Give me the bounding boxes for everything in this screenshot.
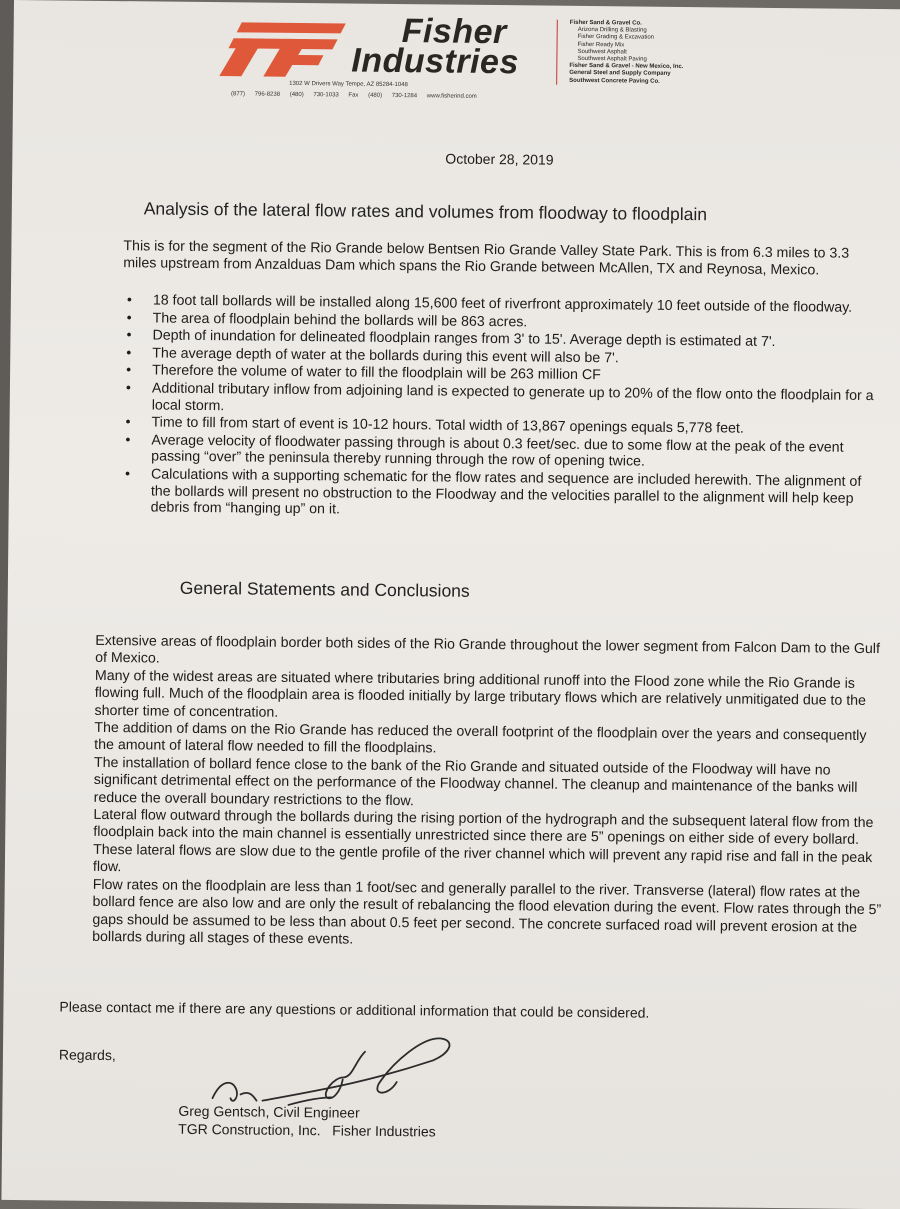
- affiliates-list: [556, 20, 770, 87]
- signer-company: TGR Construction, Inc. Fisher Industries: [178, 1120, 436, 1140]
- letter-date: October 28, 2019: [445, 150, 554, 168]
- affiliate-item: Fisher Sand & Gravel Co.: [569, 19, 642, 27]
- company-address: 1302 W Drivers Way Tempe, AZ 85284-1048: [289, 80, 408, 89]
- website: www.fisherind.com: [426, 93, 477, 100]
- phone-1: (877) 796-8238: [230, 91, 281, 98]
- fisher-logo-icon: [219, 20, 348, 77]
- conclusion-paragraph: Extensive areas of floodplain border both sides of the Rio Grande throughout the lower segment from Falcon Dam to the Gulf of Mexico.: [95, 632, 881, 667]
- section-title: General Statements and Conclusions: [179, 577, 470, 601]
- list-item: • Therefore the volume of water to fill the floodplain will be 263 million CF: [122, 363, 882, 388]
- intro-paragraph: This is for the segment of the Rio Grande below Bentsen Rio Grande Valley State Park. This is from 6.3 miles to 3.3 miles upstream from Anzalduas Dam which spans the Rio Grande between McAllen, TX and Reynosa, Mexico.: [123, 238, 850, 279]
- list-item: • Average velocity of floodwater passing through is about 0.3 feet/sec. due to some flow at the peak of the event passing “over” the peninsula thereby running through the row of opening twice.: [121, 432, 881, 473]
- list-item: • Time to fill from start of event is 10-12 hours. Total width of 13,867 openings equals 5,778 feet.: [121, 414, 881, 439]
- closing-regards: Regards,: [58, 1046, 116, 1064]
- affiliate-item: Fisher Sand & Gravel - New Mexico, Inc.: [569, 63, 684, 71]
- affiliate-item: General Steel and Supply Company: [569, 70, 671, 78]
- list-item: • Depth of inundation for delineated floodplain ranges from 3' to 15'. Average depth is estimated at 7'.: [122, 327, 882, 352]
- affiliate-item: Southwest Asphalt: [577, 48, 627, 56]
- affiliate-item: Southwest Concrete Paving Co.: [569, 77, 660, 85]
- document-title: Analysis of the lateral flow rates and volumes from floodway to floodplain: [143, 198, 708, 225]
- affiliate-item: Southwest Asphalt Paving: [577, 55, 647, 63]
- conclusion-paragraph: Flow rates on the floodplain are less than 1 foot/sec and generally parallel to the river. Transverse (lateral) flow rates at the bollard fence are also low and are only the result of rebalancing the flood elevation during the event. Flow rates through the 5” gaps should be assumed to be less than about 0.5 feet per second. The concrete surfaced road will prevent erosion at the bollards during all stages of these events.: [92, 876, 882, 948]
- signature-block: [178, 1102, 436, 1141]
- affiliate-item: Fisher Ready Mix: [577, 41, 625, 49]
- signer-name: Greg Gentsch, Civil Engineer: [178, 1102, 360, 1121]
- letter-page: [1, 0, 900, 1209]
- phone-2: (480) 730-1033: [289, 91, 339, 99]
- conclusion-paragraph: The addition of dams on the Rio Grande has reduced the overall footprint of the floodplain over the years and consequently the amount of lateral flow needed to fill the floodplains.: [94, 719, 867, 757]
- list-item: • The average depth of water at the bollards during this event will also be 7'.: [122, 345, 882, 370]
- fax: Fax (480) 730-1284: [348, 92, 418, 100]
- company-name: Fisher Industries: [351, 12, 520, 82]
- company-contacts: [231, 91, 477, 100]
- affiliate-item: Arizona Drilling & Blasting: [577, 27, 647, 34]
- conclusion-paragraph: The installation of bollard fence close to the bank of the Rio Grande and situated outside of the Floodway will have no significant detrimental effect on the performance of the Floodway channel. The cleanup and maintenance of the banks will reduce the overall boundary restrictions to the flow.: [93, 754, 858, 809]
- list-item: • Additional tributary inflow from adjoining land is expected to generate up to 20% of the flow onto the floodplain for a local storm.: [122, 380, 882, 421]
- conclusions-body: [92, 633, 885, 955]
- closing-request: Please contact me if there are any questions or additional information that could be considered.: [59, 998, 650, 1021]
- list-item: • 18 foot tall bollards will be installed along 15,600 feet of riverfront approximately 10 feet outside of the floodway.: [123, 292, 883, 317]
- findings-list: [121, 292, 883, 525]
- conclusion-paragraph: Many of the widest areas are situated where tributaries bring additional runoff into the Flood zone while the Rio Grande is flowing full. Much of the floodplain area is flooded initially by large tributary flows which are relatively unmitigated due to the shorter time of concentration.: [94, 667, 867, 721]
- list-item: • Calculations with a supporting schematic for the flow rates and sequence are included herewith. The alignment of the bollards will present no obstruction to the Floodway and the velocities parallel to the alignment will help keep debris from “hanging up” on it.: [121, 466, 881, 524]
- list-item: • The area of floodplain behind the bollards will be 863 acres.: [123, 310, 883, 335]
- affiliate-item: Fisher Grading & Excavation: [577, 34, 655, 42]
- conclusion-paragraph: Lateral flow outward through the bollards during the rising portion of the hydrograph and the subsequent lateral flow from the floodplain back into the main channel is essentially unrestricted since there are 5” openings on either side of every bollard. These lateral flows are slow due to the gentle profile of the river channel which will prevent any rapid rise and fall in the peak flow.: [92, 806, 874, 876]
